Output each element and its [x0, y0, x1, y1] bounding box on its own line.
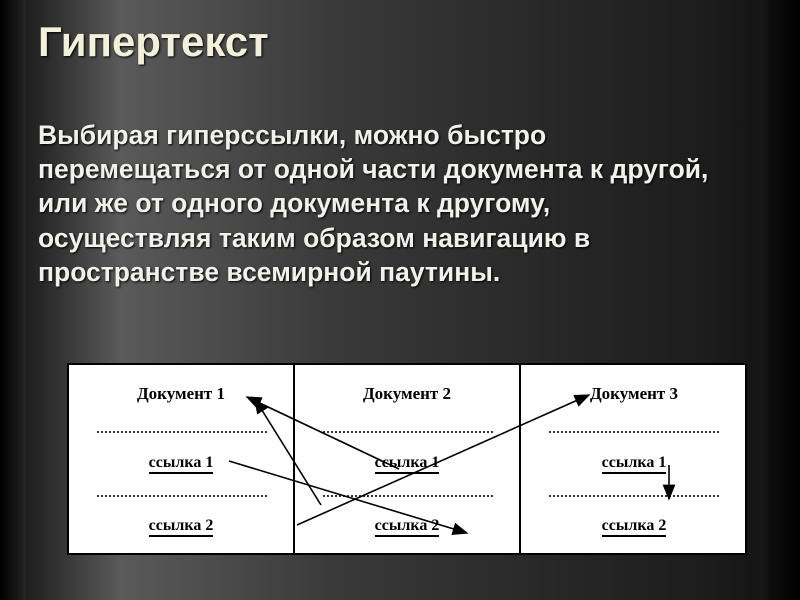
dotted-separator: [97, 495, 267, 497]
link-label: ссылка 1: [149, 454, 214, 474]
document-link: [521, 454, 747, 472]
dotted-separator: [549, 495, 719, 497]
document-title: Документ 2: [362, 384, 452, 403]
document-box-1: [69, 365, 295, 553]
dotted-separator: [97, 431, 267, 433]
dotted-separator: [323, 495, 493, 497]
document-link: [295, 454, 519, 472]
document-box-3: [521, 365, 747, 553]
left-edge-gradient: [0, 0, 26, 600]
link-label: ссылка 1: [375, 454, 440, 474]
link-label: ссылка 2: [149, 517, 214, 537]
document-link: [69, 517, 293, 535]
link-label: ссылка 2: [602, 517, 667, 537]
right-edge-gradient: [760, 0, 800, 600]
document-link: [521, 517, 747, 535]
document-title: Документ 3: [589, 384, 679, 403]
dotted-separator: [323, 431, 493, 433]
body-paragraph: Выбирая гиперссылки, можно быстро перемещаться от одной части документа к другой, или же от одного документа к другому, осуществляя таким образом навигацию в пространстве всемирной паутины.: [38, 120, 709, 287]
page-title: Гипертекст: [38, 18, 269, 65]
document-link: [69, 454, 293, 472]
document-link: [295, 517, 519, 535]
link-label: ссылка 2: [375, 517, 440, 537]
dotted-separator: [549, 431, 719, 433]
document-box-2: [295, 365, 521, 553]
document-title: Документ 1: [136, 384, 226, 403]
hypertext-diagram: [67, 363, 747, 555]
link-label: ссылка 1: [602, 454, 667, 474]
